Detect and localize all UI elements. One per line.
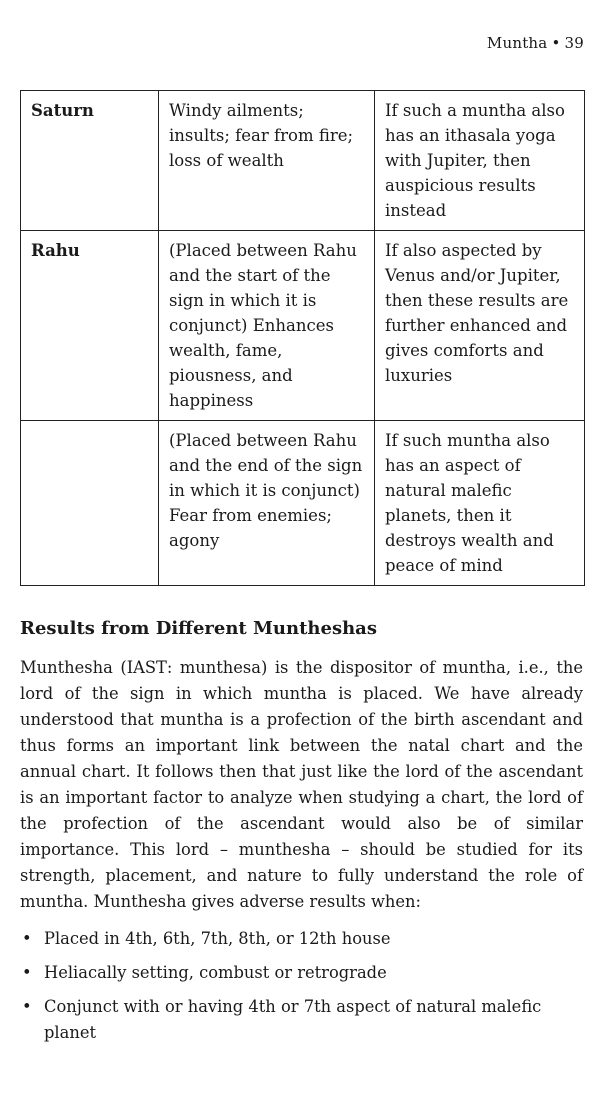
muntha-results-table (20, 90, 585, 586)
planet-cell: Saturn (21, 91, 159, 231)
para-body: is the dispositor of muntha, i.e., the lord of the sign in which muntha is placed. We have already understood that muntha is a profection of the birth ascendant and thus forms an important link between the natal chart and the annual chart. It follows then that just like the lord of the ascendant is an important factor to analyze when studying a chart, the lord of the profection of the ascendant would also be of similar importance. This lord – munthesha – should be studied for its strength, placement, and nature to fully understand the role of muntha. Munthesha gives adverse results when: (20, 658, 583, 911)
page-number: 39 (564, 34, 584, 52)
table-row (21, 231, 585, 421)
adverse-conditions-list (20, 926, 583, 1054)
list-item-text: Placed in 4th, 6th, 7th, 8th, or 12th house (44, 929, 391, 948)
condition-cell: If such a muntha also has an ithasala yoga with Jupiter, then auspicious results instead (375, 91, 585, 231)
running-header (487, 34, 584, 52)
result-cell: (Placed between Rahu and the end of the sign in which it is conjunct) Fear from enemies; agony (159, 421, 375, 586)
header-separator: • (551, 34, 561, 52)
body-paragraph (20, 655, 583, 915)
bullet-icon: • (22, 929, 32, 948)
iast-word: : munthesa) (166, 658, 268, 677)
running-title: Muntha (486, 34, 548, 52)
para-term: Munthesha ( (20, 658, 127, 677)
list-item (20, 994, 583, 1046)
list-item-text: Conjunct with or having 4th or 7th aspect of natural malefic planet (44, 997, 542, 1042)
list-item (20, 926, 583, 952)
bullet-icon: • (22, 963, 32, 982)
bullet-icon: • (22, 997, 32, 1016)
table-row (21, 91, 585, 231)
condition-cell: If such muntha also has an aspect of natural malefic planets, then it destroys wealth and peace of mind (375, 421, 585, 586)
section-heading: Results from Different Muntheshas (20, 618, 377, 639)
list-item (20, 960, 583, 986)
planet-cell (21, 421, 159, 586)
result-cell: (Placed between Rahu and the start of the sign in which it is conjunct) Enhances wealth, fame, piousness, and happiness (159, 231, 375, 421)
planet-cell: Rahu (21, 231, 159, 421)
result-cell: Windy ailments; insults; fear from fire; loss of wealth (159, 91, 375, 231)
list-item-text: Heliacally setting, combust or retrograde (44, 963, 387, 982)
table-row (21, 421, 585, 586)
iast-label: IAST (126, 658, 167, 677)
condition-cell: If also aspected by Venus and/or Jupiter, then these results are further enhanced and gives comforts and luxuries (375, 231, 585, 421)
